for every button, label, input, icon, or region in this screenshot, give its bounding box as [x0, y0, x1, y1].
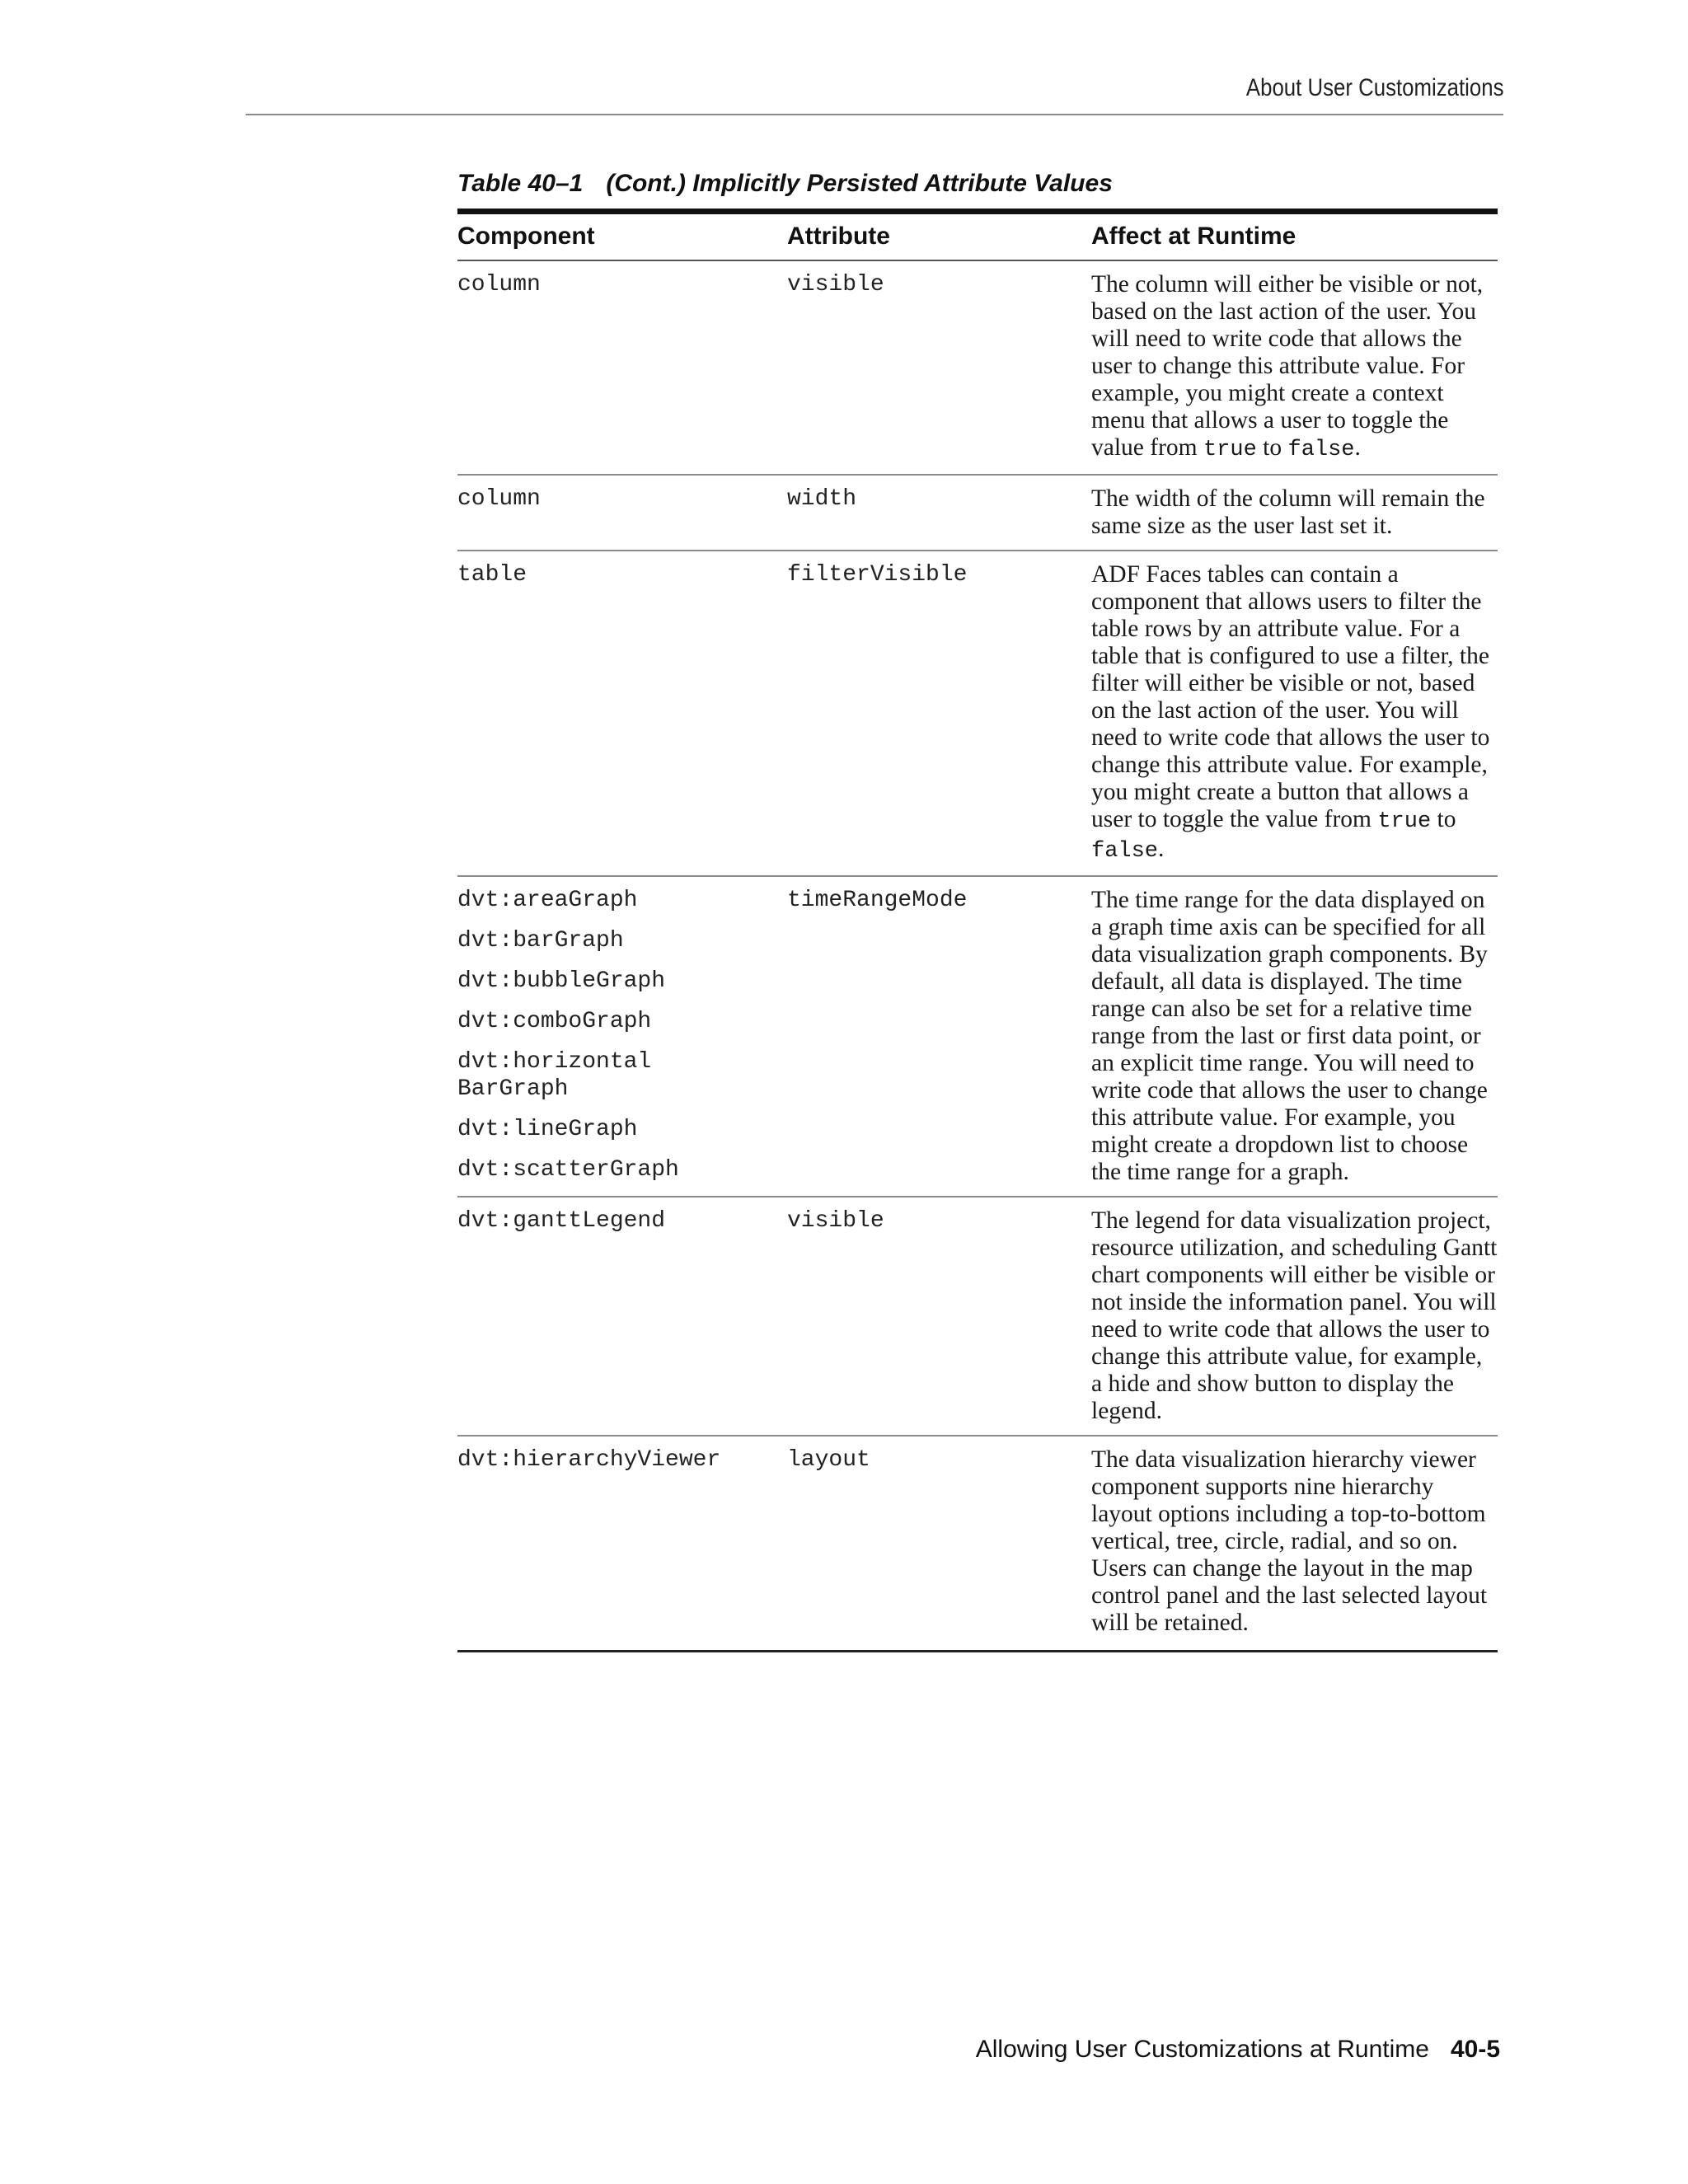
description-text: The data visualization hierarchy viewer component supports nine hierarchy layout options including a top-to-bottom vertical, tree, circle, radial, and so on. Users can change the layout in the map control panel and the last selected layout will be retained.	[1091, 1446, 1488, 1636]
description-text: to	[1256, 434, 1288, 461]
affect-cell	[1091, 1436, 1498, 1652]
component-name: column	[457, 486, 541, 512]
component-cell	[457, 1436, 787, 1652]
table-caption-label: Table 40–1	[457, 170, 584, 197]
component-name: dvt:horizontal BarGraph	[457, 1049, 652, 1102]
page-footer	[976, 2036, 1500, 2064]
attribute-cell: visible	[787, 1197, 1091, 1436]
table-row	[457, 260, 1498, 475]
attribute-cell: filterVisible	[787, 551, 1091, 876]
inline-code: true	[1377, 809, 1432, 834]
inline-code: false	[1287, 438, 1355, 462]
table-caption	[457, 170, 1113, 198]
running-header-title: About User Customizations	[1245, 74, 1503, 101]
component-name: dvt:ganttLegend	[457, 1208, 666, 1234]
attribute-cell: layout	[787, 1436, 1091, 1652]
affect-cell	[1091, 876, 1498, 1197]
attribute-cell: width	[787, 475, 1091, 551]
affect-cell	[1091, 1197, 1498, 1436]
table-header-row	[457, 212, 1498, 261]
component-name: column	[457, 272, 541, 298]
column-header-attribute: Attribute	[787, 212, 1091, 261]
component-name: dvt:bubbleGraph	[457, 968, 666, 994]
column-header-affect: Affect at Runtime	[1091, 212, 1498, 261]
table-header	[457, 212, 1498, 261]
component-name: dvt:scatterGraph	[457, 1157, 679, 1183]
component-name: dvt:comboGraph	[457, 1009, 652, 1034]
attribute-cell: timeRangeMode	[787, 876, 1091, 1197]
affect-cell	[1091, 551, 1498, 876]
footer-text: Allowing User Customizations at Runtime	[975, 2036, 1429, 2063]
component-name: dvt:barGraph	[457, 928, 624, 954]
component-name: dvt:hierarchyViewer	[457, 1447, 721, 1473]
component-cell	[457, 260, 787, 475]
component-cell	[457, 1197, 787, 1436]
component-name: dvt:lineGraph	[457, 1117, 638, 1142]
table-row	[457, 475, 1498, 551]
inline-code: true	[1203, 438, 1257, 462]
page-header	[246, 71, 1503, 115]
description-text: to	[1431, 806, 1456, 832]
component-cell	[457, 876, 787, 1197]
attribute-table	[457, 209, 1498, 1652]
affect-cell	[1091, 260, 1498, 475]
description-text: The legend for data visualization project, resource utilization, and scheduling Gantt chart components will either be visible or not inside the information panel. You will need to write code that allows the user to change this attribute value, for example, a hide and show button to display the legend.	[1091, 1207, 1498, 1424]
component-cell	[457, 475, 787, 551]
description-text: ADF Faces tables can contain a component that allows users to filter the table rows by an attribute value. For a table that is configured to use a filter, the filter will either be visible or not, based on the last action of the user. You will need to write code that allows the user to change this attribute value. For example, you might create a button that allows a user to toggle the value from	[1091, 561, 1490, 832]
affect-cell	[1091, 475, 1498, 551]
description-text: The column will either be visible or not, based on the last action of the user. You will need to write code that allows the user to change this attribute value. For example, you might create a context menu that allows a user to toggle the value from	[1091, 271, 1484, 461]
table-row	[457, 1436, 1498, 1652]
description-text: .	[1158, 836, 1165, 862]
table-body	[457, 260, 1498, 1652]
table-row	[457, 876, 1498, 1197]
table-row	[457, 1197, 1498, 1436]
component-name: dvt:areaGraph	[457, 888, 638, 913]
attribute-cell: visible	[787, 260, 1091, 475]
component-cell	[457, 551, 787, 876]
description-text: .	[1354, 434, 1361, 461]
table-caption-title: (Cont.) Implicitly Persisted Attribute Values	[606, 170, 1113, 197]
inline-code: false	[1091, 839, 1159, 864]
description-text: The width of the column will remain the same size as the user last set it.	[1091, 485, 1485, 539]
component-name: table	[457, 562, 528, 588]
page-number: 40-5	[1450, 2036, 1500, 2063]
table-row	[457, 551, 1498, 876]
column-header-component: Component	[457, 212, 787, 261]
description-text: The time range for the data displayed on a graph time axis can be specified for all data visualization graph components. By default, all data is displayed. The time range can also be set for a relative time range from the last or first data point, or an explicit time range. You will need to write code that allows the user to change this attribute value. For example, you might create a dropdown list to choose the time range for a graph.	[1091, 887, 1488, 1185]
